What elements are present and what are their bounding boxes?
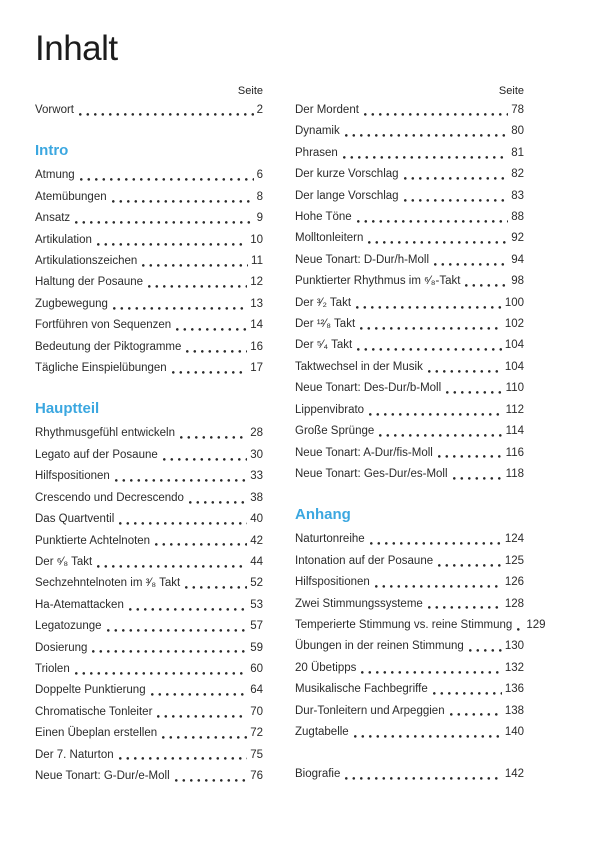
page-column-header: Seite [498,85,524,97]
section-heading: Intro [35,142,69,160]
dot-leader [428,370,502,373]
dot-leader [343,156,508,159]
toc-entry-page: 28 [250,427,263,440]
toc-entry [295,186,524,207]
toc-entry-label: Der ¹²⁄₈ Takt [295,318,356,331]
dot-leader [107,629,248,632]
dot-leader [369,413,503,416]
dot-leader [75,672,247,675]
toc-entry-page: 100 [504,296,524,309]
toc-entry-page: 70 [250,705,263,718]
toc-entry-page: 129 [526,618,546,631]
toc-entry [295,293,524,314]
toc-entry-label: Zugtabelle [295,725,349,738]
toc-entry-page: 76 [250,769,263,782]
toc-entry-page: 104 [504,360,524,373]
toc-entry-page: 82 [511,168,524,181]
toc-entry [295,228,524,249]
dot-leader [434,263,508,266]
toc-entry [35,230,263,251]
toc-entry-label: Musikalische Fachbegriffe [295,683,428,696]
dot-leader [189,501,247,504]
toc-entry [35,315,263,336]
toc-entry [35,723,263,744]
toc-entry [35,573,263,594]
toc-entry [295,636,524,657]
toc-entry-page: 13 [250,297,263,310]
dot-leader [345,777,501,780]
dot-leader [162,736,247,739]
dot-leader [97,243,247,246]
toc-entry [295,529,524,550]
dot-leader [345,134,508,137]
toc-entry-label: Neue Tonart: A-Dur/fis-Moll [295,446,433,459]
toc-entry-label: Temperierte Stimmung vs. reine Stimmung [295,618,513,631]
toc-entry [35,531,263,552]
dot-leader [361,671,501,674]
dot-leader [357,348,502,351]
toc-entry [35,766,263,787]
toc-entry-label: Haltung der Posaune [35,276,144,289]
dot-leader [404,199,509,202]
dot-leader [175,779,248,782]
dot-leader [370,542,502,545]
toc-entry-page: 14 [250,319,263,332]
toc-entry-page: 94 [511,253,524,266]
toc-entry [35,272,263,293]
toc-entry-label: Rhythmusgefühl entwickeln [35,427,175,440]
toc-entry-label: Intonation auf der Posaune [295,554,434,567]
dot-leader [185,586,247,589]
toc-entry-label: Vorwort [35,104,74,116]
toc-entry [295,615,546,636]
toc-entry-page: 112 [505,403,524,416]
toc-entry-label: Naturtonreihe [295,533,365,546]
toc-entry [295,722,524,743]
toc-entry [35,423,263,444]
toc-entry-label: Übungen in der reinen Stimmung [295,640,464,653]
dot-leader [404,177,509,180]
toc-entry [295,594,524,615]
dot-leader [119,757,248,760]
toc-entry-page: 30 [250,448,263,461]
dot-leader [360,327,502,330]
toc-entry [35,638,263,659]
toc-entry [35,595,263,616]
toc-entry-page: 44 [250,555,263,568]
toc-entry [295,421,524,442]
toc-entry-label: Lippenvibrato [295,403,365,416]
dot-leader [80,178,254,181]
toc-entry-page: 11 [251,255,263,268]
toc-entry-label: Crescendo und Decrescendo [35,491,184,504]
toc-entry-label: Der Mordent [295,104,359,116]
toc-entry-page: 9 [256,212,263,225]
toc-entry-page: 12 [250,276,263,289]
toc-entry [295,764,524,785]
toc-entry-page: 72 [250,727,263,740]
toc-entry-label: Große Sprünge [295,425,375,438]
dot-leader [112,200,254,203]
toc-entry-label: Punktierter Rhythmus im ⁶⁄₈-Takt [295,275,461,288]
dot-leader [433,692,502,695]
dot-leader [119,522,247,525]
dot-leader [517,628,523,631]
toc-entry [35,702,263,723]
toc-entry-label: Legatozunge [35,620,102,633]
toc-entry [295,207,524,228]
toc-entry [35,187,263,208]
toc-entry-label: Bedeutung der Piktogramme [35,340,182,353]
toc-entry-page: 2 [256,104,263,116]
toc-entry [295,357,524,378]
dot-leader [113,307,247,310]
toc-entry-label: Atemübungen [35,190,107,203]
toc-entry [35,509,263,530]
dot-leader [172,371,247,374]
dot-leader [97,565,247,568]
dot-leader [155,543,247,546]
toc-entry-page: 40 [250,513,263,526]
toc-entry-label: Chromatische Tonleiter [35,705,153,718]
toc-entry [35,337,263,358]
toc-entry-label: Neue Tonart: Des-Dur/b-Moll [295,382,442,395]
toc-entry-page: 64 [250,684,263,697]
toc-entry-page: 92 [511,232,524,245]
toc-entry-page: 132 [504,661,524,674]
toc-entry [295,143,524,164]
dot-leader [92,650,247,653]
toc-entry-page: 126 [504,576,524,589]
dot-leader [354,735,502,738]
dot-leader [180,436,247,439]
toc-entry-page: 104 [504,339,524,352]
dot-leader [148,285,247,288]
toc-entry-label: Triolen [35,662,70,675]
dot-leader [465,284,508,287]
toc-entry-page: 81 [511,146,524,159]
toc-entry [295,335,524,356]
toc-entry [295,679,524,700]
toc-entry [35,251,263,272]
toc-entry-label: Dur-Tonleitern und Arpeggien [295,704,445,717]
dot-leader [438,564,502,567]
toc-entry [295,378,524,399]
toc-entry-page: 6 [256,169,263,182]
dot-leader [163,458,247,461]
toc-entry [295,551,524,572]
toc-entry [295,100,524,121]
toc-entry [35,294,263,315]
dot-leader [115,479,247,482]
toc-entry-label: Hohe Töne [295,211,352,224]
toc-entry [295,314,524,335]
toc-entry-label: Legato auf der Posaune [35,448,158,461]
toc-entry-label: Der 7. Naturton [35,748,114,761]
toc-entry [35,745,263,766]
toc-entry-label: Artikulationszeichen [35,255,138,268]
section-heading: Anhang [295,506,351,524]
toc-entry-label: 20 Übetipps [295,661,357,674]
toc-entry-page: 98 [511,275,524,288]
toc-entry-page: 38 [250,491,263,504]
toc-entry-page: 124 [504,533,524,546]
dot-leader [364,113,508,116]
toc-entry-label: Dosierung [35,641,88,654]
toc-entry-label: Neue Tonart: G-Dur/e-Moll [35,769,170,782]
toc-entry [35,659,263,680]
toc-entry-page: 57 [250,620,263,633]
toc-entry-page: 80 [511,125,524,138]
toc-entry-label: Das Quartventil [35,513,115,526]
toc-entry-page: 83 [511,189,524,202]
toc-entry-page: 136 [504,683,524,696]
toc-columns [35,68,560,787]
toc-entry-page: 102 [504,318,524,331]
toc-entry-label: Sechzehntelnoten im ³⁄₈ Takt [35,577,181,590]
toc-entry [35,680,263,701]
dot-leader [438,455,503,458]
page-column-header: Seite [237,85,263,97]
toc-entry-page: 59 [250,641,263,654]
toc-entry [35,552,263,573]
toc-entry-label: Zwei Stimmungssysteme [295,597,423,610]
toc-entry [35,165,263,186]
toc-entry-label: Phrasen [295,146,338,159]
dot-leader [357,220,509,223]
toc-entry [35,100,263,121]
toc-entry [295,443,524,464]
dot-leader [142,264,248,267]
toc-entry-label: Neue Tonart: Ges-Dur/es-Moll [295,467,448,480]
toc-entry-label: Der ⁵⁄₄ Takt [295,339,353,352]
toc-entry [35,208,263,229]
toc-entry-label: Atmung [35,169,75,182]
toc-entry [295,271,524,292]
toc-entry-page: 17 [250,362,263,375]
toc-entry-page: 110 [505,382,524,395]
toc-entry [35,488,263,509]
toc-entry-label: Dynamik [295,125,340,138]
toc-column-right [295,68,546,787]
toc-entry-page: 138 [504,704,524,717]
toc-entry-label: Neue Tonart: D-Dur/h-Moll [295,253,430,266]
toc-entry-label: Molltonleitern [295,232,364,245]
dot-leader [428,606,502,609]
toc-entry [295,164,524,185]
dot-leader [356,306,502,309]
dot-leader [375,585,502,588]
toc-entry-label: Biografie [295,768,341,781]
toc-entry [295,464,524,485]
toc-entry [35,358,263,379]
toc-entry-label: Zugbewegung [35,297,108,310]
dot-leader [151,693,248,696]
dot-leader [469,649,502,652]
toc-entry-page: 114 [505,425,524,438]
toc-entry [295,400,524,421]
dot-leader [186,350,247,353]
toc-column-left [35,68,263,787]
toc-entry-label: Tägliche Einspielübungen [35,362,167,375]
dot-leader [75,221,253,224]
toc-entry-label: Ansatz [35,212,71,225]
toc-entry-page: 33 [250,470,263,483]
toc-entry-label: Fortführen von Sequenzen [35,319,172,332]
toc-entry-page: 128 [504,597,524,610]
toc-entry-label: Der ³⁄₂ Takt [295,296,352,309]
toc-entry-page: 42 [250,534,263,547]
toc-entry-page: 78 [511,104,524,116]
toc-entry-page: 118 [505,467,524,480]
toc-entry [295,658,524,679]
page-title: Inhalt [35,29,118,68]
toc-entry-page: 10 [250,233,263,246]
toc-entry [295,701,524,722]
toc-entry-label: Taktwechsel in der Musik [295,360,423,373]
dot-leader [157,715,247,718]
toc-entry-label: Hilfspositionen [295,576,370,589]
dot-leader [453,477,503,480]
toc-entry-label: Der kurze Vorschlag [295,168,399,181]
toc-entry-page: 130 [504,640,524,653]
section-heading: Hauptteil [35,400,100,418]
dot-leader [379,434,502,437]
toc-entry-label: Artikulation [35,233,92,246]
toc-entry [35,616,263,637]
dot-leader [79,113,254,116]
toc-entry-page: 125 [504,554,524,567]
toc-entry-page: 60 [250,662,263,675]
toc-entry-page: 52 [250,577,263,590]
toc-entry-label: Ha-Atemattacken [35,598,124,611]
toc-entry-label: Doppelte Punktierung [35,684,146,697]
dot-leader [368,241,508,244]
toc-entry-page: 140 [504,725,524,738]
toc-entry-page: 142 [504,768,524,781]
dot-leader [446,391,503,394]
toc-entry [35,445,263,466]
toc-entry-page: 53 [250,598,263,611]
toc-entry-page: 8 [256,190,263,203]
toc-entry [295,572,524,593]
toc-entry [295,250,524,271]
toc-entry-label: Der ⁶⁄₈ Takt [35,555,93,568]
toc-entry-label: Hilfspositionen [35,470,110,483]
toc-entry-page: 16 [250,340,263,353]
toc-entry [35,466,263,487]
toc-entry-label: Punktierte Achtelnoten [35,534,151,547]
toc-entry-page: 116 [505,446,524,459]
toc-entry-page: 88 [511,211,524,224]
toc-entry-label: Einen Übeplan erstellen [35,727,158,740]
toc-entry-page: 75 [250,748,263,761]
toc-entry [295,121,524,142]
toc-entry-label: Der lange Vorschlag [295,189,399,202]
dot-leader [129,608,247,611]
dot-leader [176,328,247,331]
dot-leader [450,713,502,716]
